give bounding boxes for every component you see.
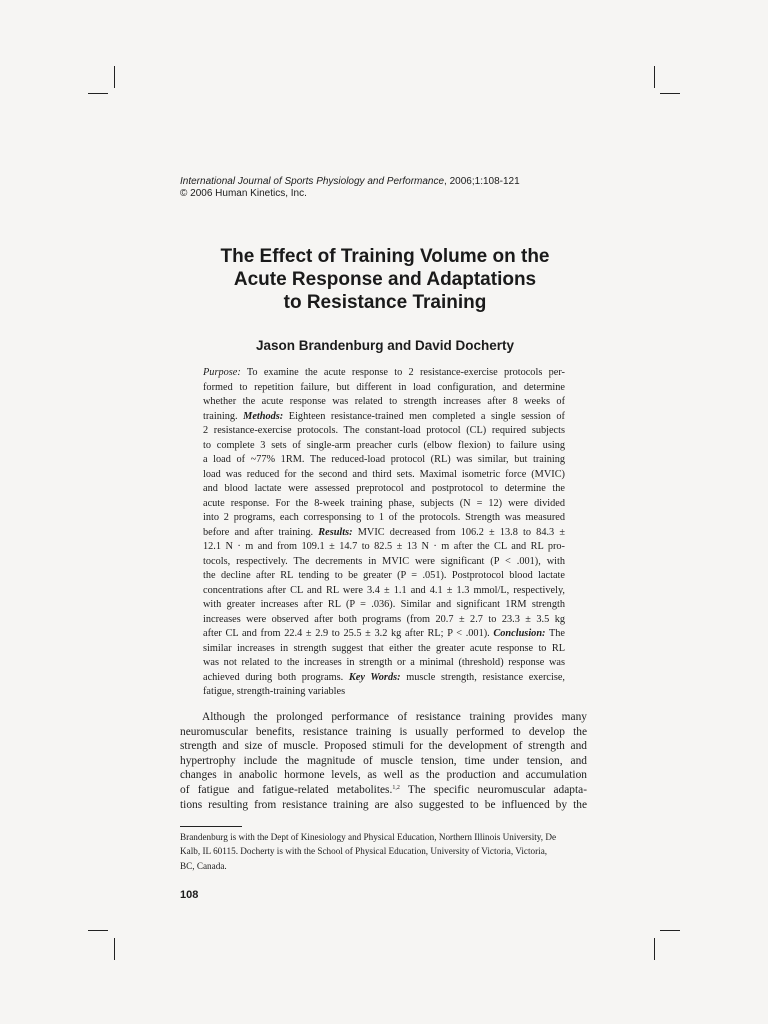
crop-mark (114, 66, 115, 88)
journal-name: International Journal of Sports Physiology and Performance (180, 176, 445, 187)
body-line: hypertrophy include the magnitude of muscle tension, time under tension, and (180, 754, 587, 767)
abstract-line: concentrations after CL and RL were 3.4 ± 1.1 and 4.1 ± 1.3 mmol/L, respectively, (203, 584, 565, 596)
crop-mark (88, 930, 108, 931)
abstract-line: similar increases in strength suggest that either the greater acute response to RL (203, 642, 565, 654)
abstract-line: whether the acute response was related to strength increases after 8 weeks of (203, 396, 565, 407)
conclusion-label: Conclusion: (493, 628, 546, 639)
abstract-line: was not related to the increases in strength or a minimal (threshold) response was (203, 657, 565, 668)
abstract-line: 12.1 N · m and from 109.1 ± 14.7 to 82.5 ± 13 N · m after the CL and RL pro- (203, 541, 565, 552)
abstract-line: acute response. For the 8-week training phase, subjects (N = 12) were divided (203, 497, 565, 509)
author-names: Jason Brandenburg and David Docherty (255, 338, 515, 353)
abstract-line: achieved during both programs. Key Words: muscle strength, resistance exercise, (203, 671, 565, 683)
title-line: The Effect of Training Volume on the (220, 246, 550, 267)
citation-superscript: 1,2 (392, 784, 400, 791)
crop-mark (660, 93, 680, 94)
title-line: Acute Response and Adaptations (233, 269, 537, 290)
abstract (203, 366, 565, 700)
body-line: Although the prolonged performance of resistance training provides many (202, 711, 587, 723)
methods-label: Methods: (243, 410, 284, 422)
footnote-line: Brandenburg is with the Dept of Kinesiology and Physical Education, Northern Illinois University, De (180, 832, 557, 842)
abstract-line: with greater increases after RL (P = .036). Similar and significant 1RM strength (203, 599, 565, 610)
crop-mark (654, 938, 655, 960)
title-line: to Resistance Training (283, 292, 487, 313)
journal-volume: , 2006;1:108-121 (444, 176, 520, 187)
footnote-line: Kalb, IL 60115. Docherty is with the School of Physical Education, University of Victoria, Victoria, (180, 846, 548, 857)
abstract-line: and blood lactate were assessed preprotocol and postprotocol to determine the (203, 483, 565, 494)
abstract-line: tocols, respectively. The decrements in MVIC were significant (P < .001), with (203, 555, 565, 567)
body-line: tions resulting from resistance training are also suggested to be influenced by the (180, 798, 587, 811)
keywords-label: Key Words: (348, 671, 401, 683)
abstract-line: 2 resistance-exercise protocols. The constant-load protocol (CL) required subjects (203, 425, 565, 436)
crop-mark (660, 930, 680, 931)
abstract-line: training. Methods: Eighteen resistance-trained men completed a single session of (203, 410, 565, 422)
footnote-divider (180, 826, 242, 827)
body-line: of fatigue and fatigue-related metabolites.$^{1,2}$ The specific neuromuscular adapta- (180, 783, 587, 796)
page-number: 108 (180, 889, 199, 901)
article-title (150, 245, 620, 314)
abstract-line: load was reduced for the second and third sets. Maximal isometric force (MVIC) (203, 468, 565, 480)
author-footnote (180, 830, 590, 873)
abstract-line: to complete 3 sets of single-arm preacher curls (elbow flexion) to failure using (203, 439, 565, 451)
journal-citation (180, 176, 520, 188)
copyright-line: © 2006 Human Kinetics, Inc. (180, 188, 307, 199)
body-line: strength and size of muscle. Proposed stimuli for the development of strength and (180, 740, 587, 753)
journal-header (180, 176, 520, 200)
abstract-line: increases were observed after both programs (from 20.7 ± 2.7 to 23.3 ± 3.5 kg (203, 613, 565, 625)
purpose-label: Purpose: (203, 367, 241, 378)
body-paragraph (180, 710, 587, 812)
abstract-line: a load of ~77% 1RM. The reduced-load protocol (RL) was similar, but training (203, 454, 565, 465)
abstract-line: after CL and from 22.4 ± 2.9 to 25.5 ± 3.2 kg after RL; P < .001). Conclusion: The (203, 628, 565, 639)
abstract-line: formed to repetition failure, but different in load configuration, and determine (203, 381, 565, 393)
abstract-line: the decline after RL tending to be greater (P = .051). Postprotocol blood lactate (203, 570, 565, 581)
abstract-line: before and after training. Results: MVIC decreased from 106.2 ± 13.8 to 84.3 ± (203, 526, 565, 538)
abstract-line: into 2 programs, each corresponsing to 1 of the protocols. Strength was measured (203, 512, 565, 523)
crop-mark (654, 66, 655, 88)
abstract-line: Purpose: To examine the acute response to 2 resistance-exercise protocols per- (203, 367, 565, 378)
crop-mark (114, 938, 115, 960)
crop-mark (88, 93, 108, 94)
body-line: changes in anabolic hormone levels, as well as the production and accumulation (180, 769, 587, 782)
footnote-line: BC, Canada. (180, 860, 227, 871)
abstract-line: fatigue, strength-training variables (203, 686, 346, 697)
body-line: neuromuscular benefits, resistance training is usually performed to develop the (180, 725, 587, 738)
results-label: Results: (318, 526, 353, 538)
